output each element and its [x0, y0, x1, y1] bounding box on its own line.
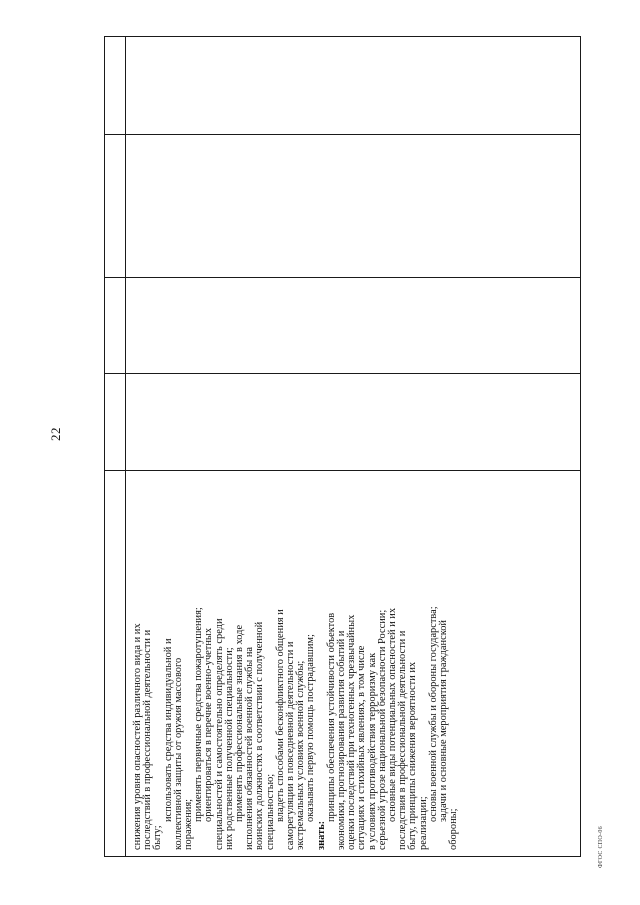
text-line: оказывать первую помощь пострадавшим; — [305, 634, 317, 822]
requirements-table — [104, 36, 581, 857]
text-line: ориентироваться в перечне военно-учетных — [203, 627, 215, 822]
text-line: принципы обеспечения устойчивости объектов — [325, 612, 337, 822]
text-line: владеть способами бесконфликтного общения и — [274, 609, 286, 822]
requirements-text-cell — [131, 506, 581, 854]
text-line: быту; — [152, 825, 164, 850]
text-line: последствия в профессиональной деятельности и — [397, 630, 409, 850]
text-line: последствий в профессиональной деятельности и — [142, 629, 154, 850]
text-line: основные виды потенциальных опасностей и их — [387, 607, 399, 822]
text-line: поражения; — [183, 798, 195, 850]
text-line: ситуациях и стихийных явлениях, в том числе — [356, 645, 368, 850]
text-line: экстремальных условиях военной службы; — [295, 660, 307, 850]
text-line: задачи и основные мероприятия гражданской — [438, 620, 450, 822]
footer-code: ФГОС СПО-06 — [598, 826, 604, 868]
text-line: воинских должностях в соответствии с полученной — [254, 621, 266, 850]
text-line: специальностью; — [264, 773, 276, 850]
text-line: в условиях противодействия терроризму как — [366, 652, 378, 850]
text-line: оценки последствий при техногенных чрезвычайных — [346, 614, 358, 850]
text-line: быту, принципы снижения вероятности их — [407, 661, 419, 850]
text-line: применять профессиональные знания в ходе — [234, 624, 246, 822]
text-line: реализации; — [417, 796, 429, 850]
text-line: основы военной службы и обороны государства; — [427, 606, 439, 822]
text-line: специальностей и самостоятельно определять среди — [213, 618, 225, 850]
section-heading: знать: — [315, 820, 327, 850]
text-line: применять первичные средства пожаротушения; — [193, 607, 205, 822]
text-line: коллективной защиты от оружия массового — [172, 657, 184, 850]
text-line: исполнения обязанностей военной службы на — [244, 646, 256, 850]
text-line: обороны; — [448, 808, 460, 850]
text-line: саморегуляции в повседневной деятельности и — [285, 641, 297, 850]
text-line: снижения уровня опасностей различного вида и их — [132, 623, 143, 850]
text-line: них родственные полученной специальности; — [223, 647, 235, 850]
page-number: 22 — [48, 427, 63, 441]
rotated-content-layer — [104, 36, 581, 857]
text-line: использовать средства индивидуальной и — [162, 638, 174, 822]
text-line: экономики, прогнозирования развития событий и — [336, 630, 348, 850]
text-line: серьезной угрозе национальной безопасности России; — [376, 609, 388, 850]
